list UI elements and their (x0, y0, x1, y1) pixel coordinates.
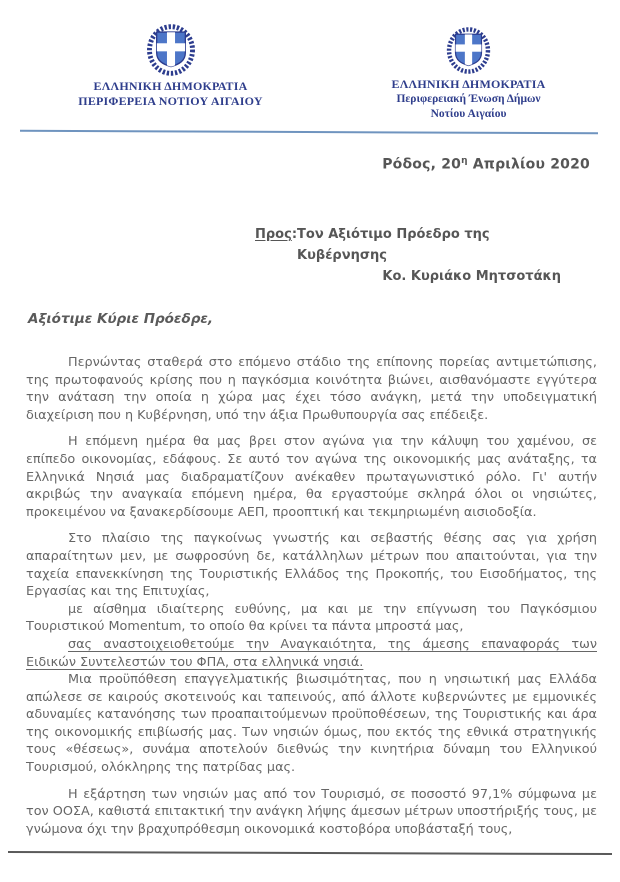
letterhead-right-line2: Περιφερειακή Ένωση Δήμων (396, 93, 541, 105)
letterhead-left (58, 24, 283, 109)
letterhead-left-line1: ΕΛΛΗΝΙΚΗ ΔΗΜΟΚΡΑΤΙΑ (93, 79, 248, 93)
date-line (382, 156, 590, 173)
paragraph-6: Μια προϋπόθεση επαγγελματικής βιωσιμότητας, που η νησιωτική μας Ελλάδα απώλεσε σε καιρούς σκοτεινούς και ταπεινούς, από άλλοτε κυβερνώντες με εμμονικές αδυναμίες κατανόησης των προαπαιτούμενων προϋποθέσεων, της Τουριστικής και άρα της οικονομικής επιβίωσής μας. Των νησιών όμως, που εκτός της εθνικά στρατηγικής τους «θέσεως», συνάμα αποτελούν διεθνώς την κινητήρια δύναμη του Ελληνικού Τουρισμού, ολόκληρης της πατρίδας μας. (26, 672, 597, 776)
recipient-block (255, 224, 561, 287)
recipient-title: Τον Αξιότιμο Πρόεδρο της Κυβέρνησης (297, 227, 490, 263)
paragraph-2: Η επόμενη ημέρα θα μας βρει στον αγώνα για την κάλυψη του χαμένου, σε επίπεδο οικονομίας, εδάφους. Σε αυτό τον αγώνα της οικονομικής μας ανάταξης, τα Ελληνικά Νησιά μας διαδραματίζουν ανέκαθεν πρωταγωνιστικό ρόλο. Γι' αυτήν ακριβώς την αναγκαία επόμενη ημέρα, θα εργαστούμε σκληρά όλοι οι νησιώτες, προκειμένου να ξανακερδίσουμε ΑΕΠ, προοπτική και τεκμηριωμένη αισιοδοξία. (26, 434, 597, 520)
paragraph-5-underlined: σας αναστοιχειοθετούμε την Αναγκαιότητα, της άμεσης επαναφοράς των Ειδικών Συντελεστών του ΦΠΑ, στα ελληνικά νησιά. (26, 636, 597, 670)
date-prefix: Ρόδος, 20 (382, 156, 462, 173)
footer-divider (8, 851, 612, 855)
letterhead-left-line2: ΠΕΡΙΦΕΡΕΙΑ ΝΟΤΙΟΥ ΑΙΓΑΙΟΥ (78, 94, 263, 108)
letter-body (26, 354, 597, 838)
greek-coat-of-arms-icon (444, 27, 493, 74)
header-divider (20, 130, 598, 135)
to-label: Προς: (255, 227, 298, 242)
letterhead-right (356, 27, 581, 122)
letterhead-right-line1: ΕΛΛΗΝΙΚΗ ΔΗΜΟΚΡΑΤΙΑ (391, 77, 546, 91)
letterhead-right-line3: Νοτίου Αιγαίου (430, 108, 507, 120)
salutation: Αξιότιμε Κύριε Πρόεδρε, (28, 311, 214, 327)
recipient-name: Κο. Κυριάκο Μητσοτάκη (382, 269, 561, 284)
recipient-line1 (255, 224, 561, 266)
paragraph-3: Στο πλαίσιο της παγκοίνως γνωστής και σεβαστής θέσης σας για χρήση απαραίτητων μεν, με σωφροσύνη δε, κατάλληλων μέτρων που απαιτούνται, για την ταχεία επανεκκίνηση της Τουριστικής Ελλάδος της Προκοπής, του Εισοδήματος, της Εργασίας και της Επιτυχίας, (26, 531, 597, 600)
paragraph-7: Η εξάρτηση των νησιών μας από τον Τουρισμό, σε ποσοστό 97,1% σύμφωνα με τον ΟΟΣΑ, καθιστά επιτακτική την ανάγκη λήψης άμεσων μέτρων υποστήριξής τους, με γνώμονα όχι την βραχυπρόθεσμη οικονομικά κοστοβόρα υποβάσταξή τους, (26, 786, 598, 837)
date-ordinal-superscript: η (461, 156, 468, 166)
paragraph-4: με αίσθημα ιδιαίτερης ευθύνης, μα και με την επίγνωση του Παγκόσμιου Τουριστικού Momentum, το οποίο θα κρίνει τα πάντα μπροστά μας, (26, 601, 597, 635)
date-suffix: Απριλίου 2020 (467, 156, 590, 173)
greek-coat-of-arms-icon (144, 24, 198, 76)
paragraph-1: Περνώντας σταθερά στο επόμενο στάδιο της επίπονης πορείας αντιμετώπισης, της πρωτοφανούς κρίσης που η παγκόσμια κοινότητα βιώνει, αισθανόμαστε εγγύτερα την ανάταση την οποία η χώρα μας έχει τόσο ανάγκη, μετά την υποδειγματική διαχείριση που η Κυβέρνηση, υπό την άξια Πρωθυπουργία σας επέδειξε. (26, 355, 597, 423)
